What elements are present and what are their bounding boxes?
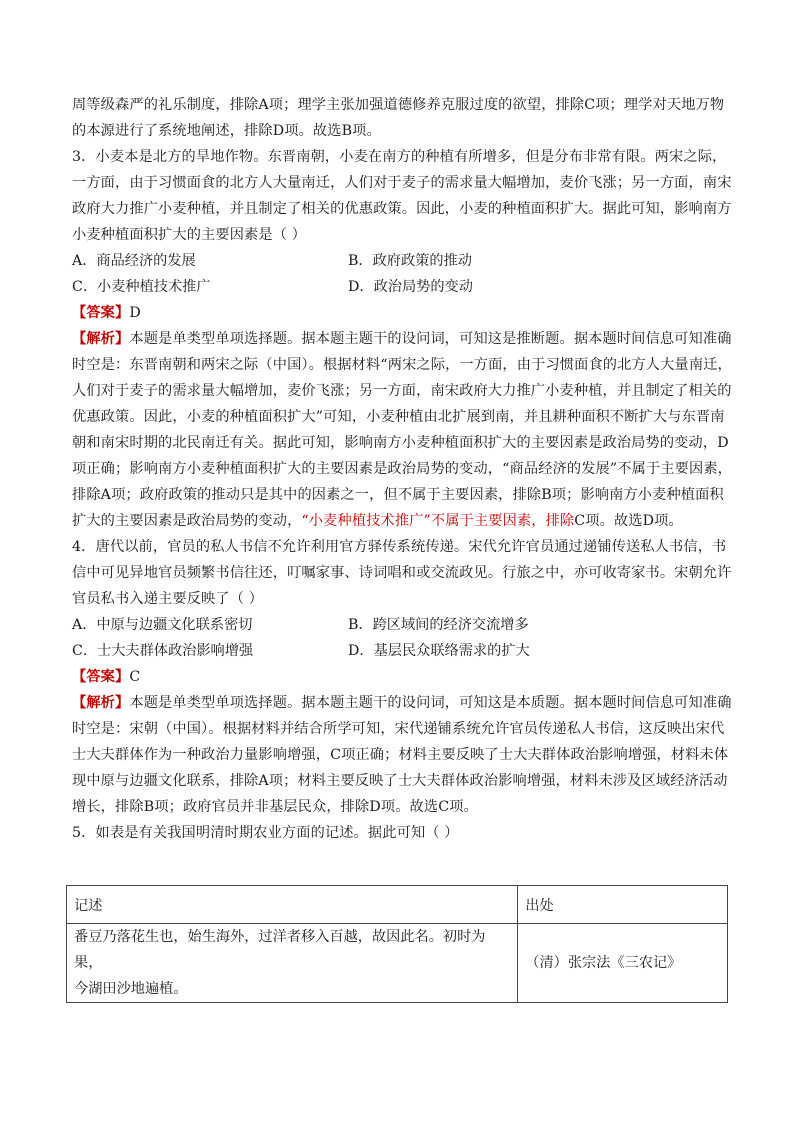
- analysis-label: 【解析】: [72, 695, 130, 711]
- answer-label: 【答案】: [72, 669, 130, 685]
- q3-analysis-line: 项正确；影响南方小麦种植面积扩大的主要因素是政治局势的变动，“商品经济的发展”不属于主要因素，: [72, 461, 732, 477]
- table-row: [67, 924, 728, 1003]
- q3-stem-line: 一方面，由于习惯面食的北方人大量南迁，人们对于麦子的需求量大幅增加，麦价飞涨；另一方面，南宋: [72, 175, 732, 191]
- answer-label: 【答案】: [72, 305, 130, 321]
- q3-analysis-line: 朝和南宋时期的北民南迁有关。据此可知，影响南方小麦种植面积扩大的主要因素是政治局势的变动，D: [72, 435, 729, 451]
- q4-options-row: [72, 638, 732, 664]
- q4-analysis-line: 现中原与边疆文化联系，排除A项；材料主要反映了士大夫群体政治影响增强，材料未涉及区域经济活动: [72, 773, 728, 789]
- q3-stem-line: 政府大力推广小麦种植，并且制定了相关的优惠政策。因此，小麦的种植面积扩大。据此可知，影响南方: [72, 201, 732, 217]
- q4-stem-line: 信中可见异地官员频繁书信往还，叮嘱家事、诗词唱和或交流政见。行旅之中，亦可收寄家书。宋朝允许: [72, 565, 732, 581]
- q4-options-row: [72, 612, 732, 638]
- q4-stem-line: 官员私书入递主要反映了（ ）: [72, 591, 264, 607]
- q4-option-b: B．跨区域间的经济交流增多: [348, 617, 529, 633]
- q4-analysis-line: 时空是：宋朝（中国）。根据材料并结合所学可知，宋代递铺系统允许官员传递私人书信，这反映出宋代: [72, 721, 725, 737]
- analysis-label: 【解析】: [72, 331, 130, 347]
- q3-analysis-line: 优惠政策。因此，小麦的种植面积扩大”可知，小麦种植由北扩展到南，并且耕种面积不断扩大与东晋南: [72, 409, 725, 425]
- answer-value: D: [129, 305, 141, 321]
- q3-answer: [72, 300, 732, 326]
- table-cell-source: （清）张宗法《三农记》: [518, 924, 728, 1003]
- table-header-row: [67, 886, 728, 924]
- q3-analysis-line: 时空是：东晋南朝和两宋之际（中国）。根据材料“两宋之际，一方面，由于习惯面食的北方人大量南迁，: [72, 357, 732, 373]
- table-header-source: 出处: [518, 886, 728, 924]
- q3-option-a: A．商品经济的发展: [72, 253, 196, 269]
- q3-option-d: D．政治局势的变动: [348, 279, 473, 295]
- table-cell-record: 番豆乃落花生也，始生海外，过洋者移入百越，故因此名。初时为果， 今湖田沙地遍植。: [67, 924, 518, 1003]
- q4-analysis-line: 【解析】本题是单类型单项选择题。据本题主题干的设问词，可知这是本质题。据本题时间信息可知准确: [72, 695, 732, 711]
- q3-analysis-line: 【解析】本题是单类型单项选择题。据本题主题干的设问词，可知这是推断题。据本题时间信息可知准确: [72, 331, 732, 347]
- document-page: [72, 92, 732, 846]
- q4-analysis-line: 增长，排除B项；政府官员并非基层民众，排除D项。故选C项。: [72, 799, 478, 815]
- q4-option-a: A．中原与边疆文化联系密切: [72, 617, 253, 633]
- q4-stem-line: 4．唐代以前，官员的私人书信不允许利用官方驿传系统传递。宋代允许官员通过递铺传送私人书信，书: [72, 539, 727, 555]
- highlighted-text: “小麦种植技术推广”不属于主要因素，排除: [301, 513, 575, 529]
- source-table: [66, 885, 728, 1003]
- q4-answer: [72, 664, 732, 690]
- q3-analysis-line: 人们对于麦子的需求量大幅增加，麦价飞涨；另一方面，南宋政府大力推广小麦种植，并且制定了相关的: [72, 383, 732, 399]
- q5-stem-line: 5．如表是有关我国明清时期农业方面的记述。据此可知（ ）: [72, 825, 459, 841]
- q3-options-row: [72, 274, 732, 300]
- q3-options-row: [72, 248, 732, 274]
- q4-analysis-line: 士大夫群体作为一种政治力量影响增强，C项正确；材料主要反映了士大夫群体政治影响增强，材料未体: [72, 747, 729, 763]
- q3-stem-line: 3．小麦本是北方的旱地作物。东晋南朝，小麦在南方的种植有所增多，但是分布非常有限。两宋之际，: [72, 149, 727, 165]
- intro-line: 周等级森严的礼乐制度，排除A项；理学主张加强道德修养克服过度的欲望，排除C项；理学对天地万物: [72, 97, 725, 113]
- q3-option-c: C．小麦种植技术推广: [72, 279, 211, 295]
- answer-value: C: [129, 669, 141, 685]
- q3-analysis-line: 排除A项；政府政策的推动只是其中的因素之一，但不属于主要因素，排除B项；影响南方小麦种植面积: [72, 487, 724, 503]
- intro-line: 的本源进行了系统地阐述，排除D项。故选B项。: [72, 123, 381, 139]
- q3-option-b: B．政府政策的推动: [348, 253, 472, 269]
- q4-option-c: C．士大夫群体政治影响增强: [72, 643, 254, 659]
- table-header-record: 记述: [67, 886, 518, 924]
- q3-stem-line: 小麦种植面积扩大的主要因素是（ ）: [72, 227, 307, 243]
- q4-option-d: D．基层民众联络需求的扩大: [348, 643, 530, 659]
- q3-analysis-line: 扩大的主要因素是政治局势的变动，“小麦种植技术推广”不属于主要因素，排除C项。故选D项。: [72, 513, 683, 529]
